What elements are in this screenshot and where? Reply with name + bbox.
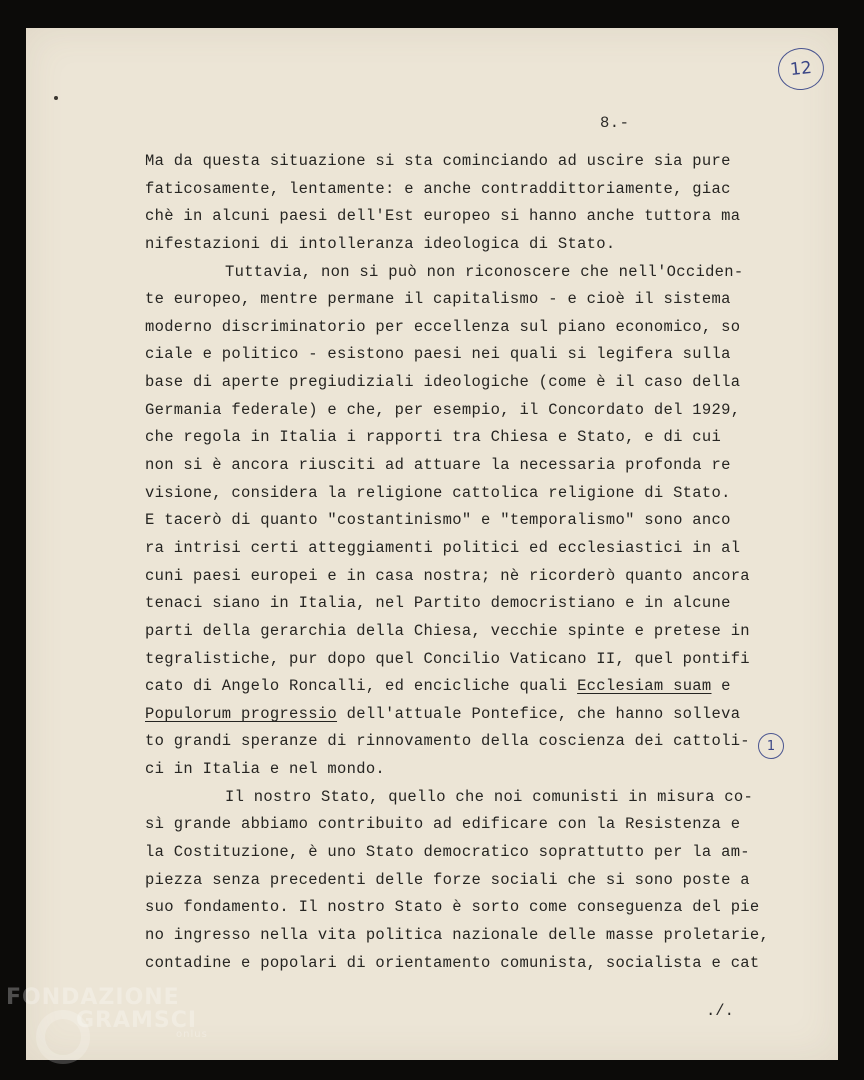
watermark-line3: onlus bbox=[176, 1029, 208, 1040]
text-line: non si è ancora riusciti ad attuare la necessaria profonda re bbox=[145, 456, 731, 475]
text-line: te europeo, mentre permane il capitalismo - e cioè il sistema bbox=[145, 290, 731, 309]
watermark-logo bbox=[6, 985, 208, 1040]
text-line: Populorum progressio dell'attuale Pontefice, che hanno solleva bbox=[145, 704, 741, 723]
text-line: faticosamente, lentamente: e anche contraddittoriamente, giac bbox=[145, 179, 731, 198]
text-line: Germania federale) e che, per esempio, il Concordato del 1929, bbox=[145, 400, 741, 419]
text-line: tegralistiche, pur dopo quel Concilio Vaticano II, quel pontifi bbox=[145, 649, 750, 668]
text-line: Tuttavia, non si può non riconoscere che nell'Occiden- bbox=[225, 262, 744, 281]
text-line: suo fondamento. Il nostro Stato è sorto come conseguenza del pie bbox=[145, 898, 760, 917]
text-line: ciale e politico - esistono paesi nei quali si legifera sulla bbox=[145, 345, 731, 364]
text-line: nifestazioni di intolleranza ideologica di Stato. bbox=[145, 234, 616, 253]
text-line: cato di Angelo Roncalli, ed encicliche quali Ecclesiam suam e bbox=[145, 677, 731, 696]
text-line: chè in alcuni paesi dell'Est europeo si hanno anche tuttora ma bbox=[145, 207, 741, 226]
text-line: to grandi speranze di rinnovamento della coscienza dei cattoli- bbox=[145, 732, 750, 751]
text-line: ci in Italia e nel mondo. bbox=[145, 760, 386, 779]
document-body bbox=[145, 148, 795, 977]
page-number: 8.- bbox=[600, 114, 630, 132]
watermark-line1: FONDAZIONE bbox=[6, 985, 180, 1010]
text-line: Il nostro Stato, quello che noi comunisti in misura co- bbox=[225, 787, 754, 806]
underlined-title: Ecclesiam suam bbox=[577, 677, 712, 696]
text-line: che regola in Italia i rapporti tra Chiesa e Stato, e di cui bbox=[145, 428, 722, 447]
watermark-line2: GRAMSCI bbox=[76, 1008, 198, 1033]
text-line: ra intrisi certi atteggiamenti politici ed ecclesiastici in al bbox=[145, 538, 741, 557]
text-line: cuni paesi europei e in casa nostra; nè ricorderò quanto ancora bbox=[145, 566, 750, 585]
margin-note-number: 1 bbox=[766, 738, 776, 754]
text-line: piezza senza precedenti delle forze sociali che si sono poste a bbox=[145, 870, 750, 889]
text-line: parti della gerarchia della Chiesa, vecchie spinte e pretese in bbox=[145, 621, 750, 640]
text-line: visione, considera la religione cattolica religione di Stato. bbox=[145, 483, 731, 502]
text-line: contadine e popolari di orientamento comunista, socialista e cat bbox=[145, 953, 760, 972]
text-line: E tacerò di quanto "costantinismo" e "temporalismo" sono anco bbox=[145, 511, 731, 530]
margin-note-circle bbox=[758, 733, 784, 759]
text-line: no ingresso nella vita politica nazionale delle masse proletarie, bbox=[145, 925, 770, 944]
text-line: la Costituzione, è uno Stato democratico soprattutto per la am- bbox=[145, 843, 750, 862]
text-line: moderno discriminatorio per eccellenza sul piano economico, so bbox=[145, 317, 741, 336]
archive-number: 12 bbox=[789, 57, 813, 81]
text-line: Ma da questa situazione si sta cominciando ad uscire sia pure bbox=[145, 152, 731, 170]
text-line: sì grande abbiamo contribuito ad edificare con la Resistenza e bbox=[145, 815, 741, 834]
underlined-title: Populorum progressio bbox=[145, 704, 338, 723]
text-line: tenaci siano in Italia, nel Partito democristiano e in alcune bbox=[145, 594, 731, 613]
punch-mark bbox=[54, 96, 58, 100]
continuation-mark: ./. bbox=[706, 1002, 734, 1020]
text-line: base di aperte pregiudiziali ideologiche (come è il caso della bbox=[145, 373, 741, 392]
